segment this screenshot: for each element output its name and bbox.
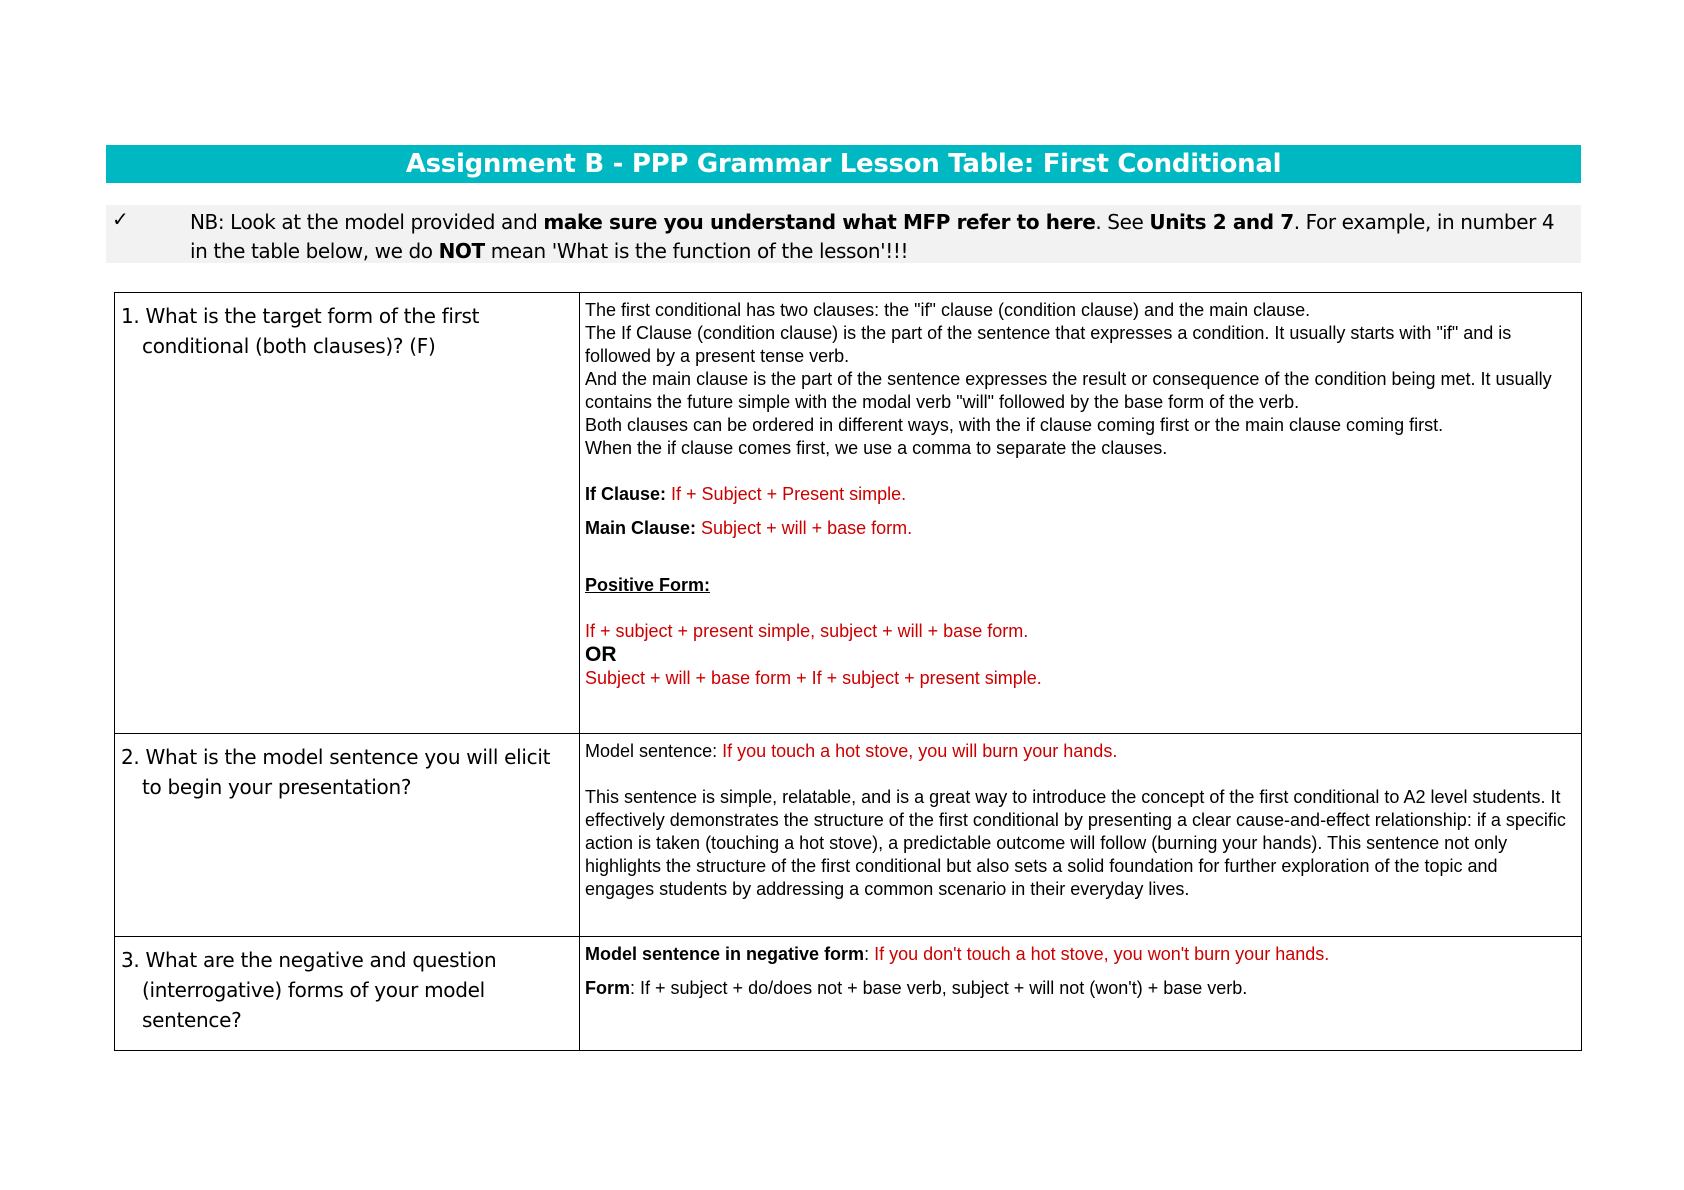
- form-value: : If + subject + do/does not + base verb, subject + will not (won't) + base verb.: [630, 978, 1248, 998]
- checkmark-icon: ✓: [112, 207, 129, 231]
- table-row: [115, 734, 1582, 937]
- question-text: 3. What are the negative and question (interrogative) forms of your model sentence?: [121, 948, 497, 1032]
- note-part-7: mean 'What is the function of the lesson'!!!: [484, 239, 909, 263]
- note-part-1: NB: Look at the model provided and: [190, 210, 544, 234]
- or-label: OR: [585, 643, 617, 666]
- lesson-table: [114, 292, 1582, 1051]
- note-part-4: Units 2 and 7: [1149, 210, 1294, 234]
- model-explanation: This sentence is simple, relatable, and is a great way to introduce the concept of the first conditional to A2 level students. It effectively demonstrates the structure of the first conditional by presenting a clear cause-and-effect relationship: if a specific action is taken (touching a hot stove), a predictable outcome will follow (burning your hands). This sentence not only highlights the structure of the first conditional but also sets a solid foundation for further exploration of the topic and engages students by addressing a common scenario in their everyday lives.: [585, 787, 1566, 899]
- main-clause-line: [585, 517, 1571, 540]
- answer-cell: [580, 734, 1582, 937]
- answer-line: The If Clause (condition clause) is the part of the sentence that expresses a condition. It usually starts with "if" and is followed by a present tense verb.: [585, 323, 1512, 366]
- if-clause-value: If + Subject + Present simple.: [666, 484, 907, 504]
- positive-form-2: Subject + will + base form + If + subject + present simple.: [585, 668, 1042, 688]
- model-sentence-value: If you touch a hot stove, you will burn your hands.: [722, 741, 1118, 761]
- question-text: 1. What is the target form of the first conditional (both clauses)? (F): [121, 304, 480, 358]
- note-text: [190, 208, 1575, 266]
- model-sentence-label: Model sentence:: [585, 741, 723, 761]
- negative-form-value: If you don't touch a hot stove, you won't burn your hands.: [874, 944, 1330, 964]
- main-clause-label: Main Clause:: [585, 518, 697, 538]
- note-part-6: NOT: [438, 239, 485, 263]
- note-part-2: make sure you understand what MFP refer to here: [543, 210, 1096, 234]
- question-cell: [115, 293, 580, 734]
- answer-cell: [580, 293, 1582, 734]
- answer-line: And the main clause is the part of the sentence expresses the result or consequence of the condition being met. It usually contains the future simple with the modal verb "will" followed by the base form of the verb.: [585, 369, 1552, 412]
- positive-form-heading: Positive Form:: [585, 575, 711, 595]
- form-label: Form: [585, 978, 630, 998]
- main-clause-value: Subject + will + base form.: [696, 518, 913, 538]
- note-part-3: . See: [1095, 210, 1150, 234]
- negative-form-line: [585, 943, 1571, 966]
- if-clause-label: If Clause:: [585, 484, 667, 504]
- form-line: [585, 977, 1571, 1000]
- model-sentence-line: [585, 740, 1571, 763]
- answer-cell: [580, 937, 1582, 1051]
- page-title: Assignment B - PPP Grammar Lesson Table: First Conditional: [106, 145, 1581, 183]
- table-row: [115, 293, 1582, 734]
- negative-form-label: Model sentence in negative form: [585, 944, 865, 964]
- negative-form-colon: :: [864, 944, 875, 964]
- positive-form-1: If + subject + present simple, subject + will + base form.: [585, 621, 1029, 641]
- question-cell: [115, 734, 580, 937]
- if-clause-line: [585, 483, 1571, 506]
- answer-line: The first conditional has two clauses: the "if" clause (condition clause) and the main clause.: [585, 300, 1311, 320]
- table-row: [115, 937, 1582, 1051]
- note-part-5: . For example, in number 4 in the table below, we do: [190, 210, 1555, 263]
- question-text: 2. What is the model sentence you will elicit to begin your presentation?: [121, 745, 551, 799]
- note-box: [106, 205, 1581, 263]
- answer-line: When the if clause comes first, we use a comma to separate the clauses.: [585, 438, 1168, 458]
- answer-line: Both clauses can be ordered in different ways, with the if clause coming first or the main clause coming first.: [585, 415, 1444, 435]
- question-cell: [115, 937, 580, 1051]
